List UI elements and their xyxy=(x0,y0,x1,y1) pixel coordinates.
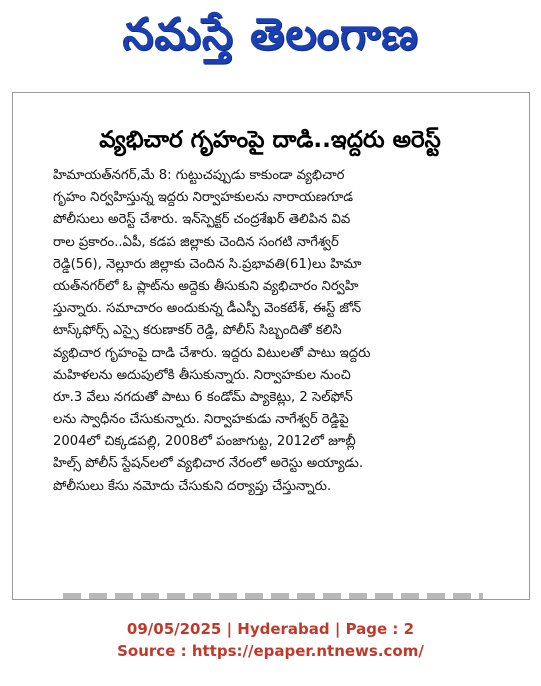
source-link[interactable]: Source : https://epaper.ntnews.com/ xyxy=(117,642,424,660)
article-line: లను స్వాధీనం చేసుకున్నారు. నిర్వాహకుడు నాగేశ్వర్ రెడ్డిపై xyxy=(53,412,349,428)
article-line: గృహం నిర్వహిస్తున్న ఇద్దరు నిర్వాహకులను నారాయణగూడ xyxy=(53,190,354,206)
article-line: పోలీసులు అరెస్ట్ చేశారు. ఇన్‌స్పెక్టర్ చంద్రశేఖర్ తెలిపిన వివ xyxy=(53,212,351,228)
article-body xyxy=(53,165,521,498)
newspaper-masthead xyxy=(0,0,541,80)
article-line: టాస్క్‌ఫోర్స్ ఎస్సై కరుణాకర్ రెడ్డి, పోలీస్ సిబ్బందితో కలిసి xyxy=(53,323,342,339)
article-headline: వ్యభిచార గృహంపై దాడి..ఇద్దరు అరెస్ట్ xyxy=(99,127,441,153)
article-line: హిల్స్ పోలీస్ స్టేషన్‌లలో వ్యభిచార నేరంలో అరెస్టు అయ్యాడు. xyxy=(53,456,364,472)
article-line: రూ.3 వేలు నగదుతో పాటు 6 కండోమ్ ప్యాకెట్లు, 2 సెల్‌ఫోన్ xyxy=(53,389,353,405)
article-line: యత్‌నగర్‌లో ఓ ప్లాట్‌ను అద్దెకు తీసుకుని వ్యభిచారం నిర్వహి xyxy=(53,278,359,294)
article-line: స్తున్నారు. సమాచారం అందుకున్న డీఎస్పీ వెంకటేశ్, ఈస్ట్ జోన్ xyxy=(53,301,362,317)
article-line: మహిళలను అదుపులోకి తీసుకున్నారు. నిర్వాహకుల నుంచి xyxy=(53,367,351,383)
article-line: పోలీసులు కేసు నమోదు చేసుకుని దర్యాప్తు చేస్తున్నారు. xyxy=(53,478,332,494)
masthead-title: నమస్తే తెలంగాణ xyxy=(122,9,419,60)
article-line: రెడ్డి(56), నెల్లూరు జిల్లాకు చెందిన సి.ప్రభావతి(61)లు హిమా xyxy=(53,256,362,272)
cut-off-text-fragment xyxy=(43,101,443,111)
article-line: వ్యభిచార గృహంపై దాడి చేశారు. ఇద్దరు విటులతో పాటు ఇద్దరు xyxy=(53,345,371,361)
news-clipping xyxy=(12,92,530,600)
date-edition-page: 09/05/2025 | Hyderabad | Page : 2 xyxy=(126,620,415,638)
cut-off-text-fragment xyxy=(63,593,483,600)
article-line: 2004లో చిక్కడపల్లి, 2008లో పంజాగుట్ట, 2012లో జూబ్లీ xyxy=(53,434,356,450)
article-line: హిమాయత్‌నగర్,మే 8: గుట్టుచప్పుడు కాకుండా వ్యభిచార xyxy=(53,168,345,183)
clipping-footer xyxy=(0,618,541,662)
article-line: రాల ప్రకారం..ఏపీ, కడప జిల్లాకు చెందిన సంగటి నాగేశ్వర్ xyxy=(53,234,339,250)
